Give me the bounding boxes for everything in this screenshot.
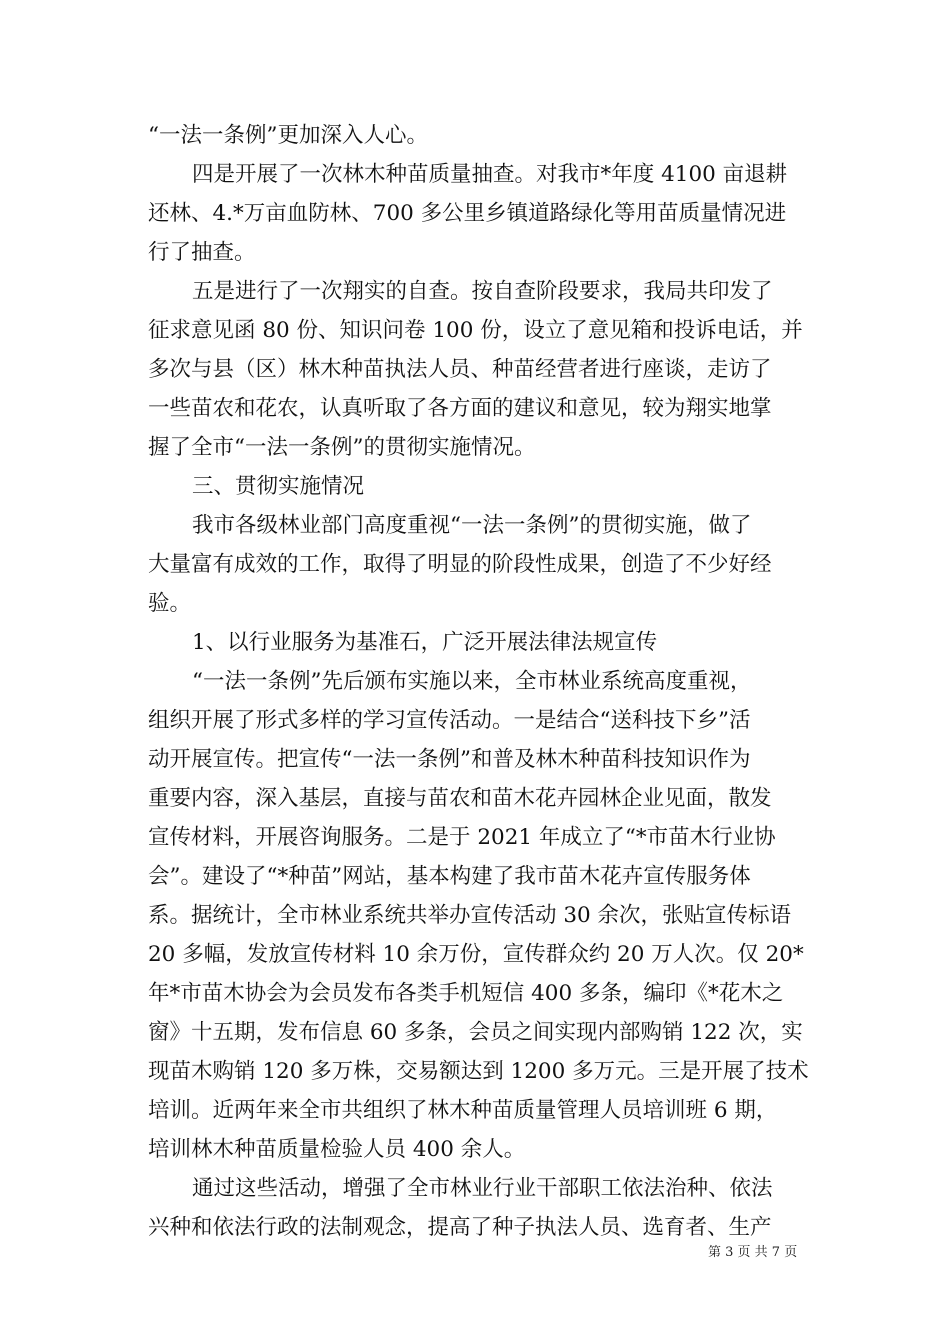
page-number-footer: 第 3 页 共 7 页 (708, 1245, 798, 1260)
text-line: 20 多幅，发放宣传材料 10 余万份，宣传群众约 20 万人次。仅 20* (148, 942, 804, 967)
paragraph-start-line: “一法一条例”先后颁布实施以来，全市林业系统高度重视， (192, 669, 752, 694)
text-line: 动开展宣传。把宣传“一法一条例”和普及林木种苗科技知识作为 (148, 747, 751, 772)
text-line: 窗》十五期，发布信息 60 多条，会员之间实现内部购销 122 次，实 (148, 1020, 803, 1045)
text-line: 行了抽查。 (148, 240, 256, 265)
text-line: 多次与县（区）林木种苗执法人员、种苗经营者进行座谈，走访了 (148, 357, 772, 382)
paragraph-start-line: 通过这些活动，增强了全市林业行业干部职工依法治种、依法 (192, 1176, 773, 1201)
paragraph-start-line: 四是开展了一次林木种苗质量抽查。对我市*年度 4100 亩退耕 (192, 162, 788, 187)
text-line: 培训。近两年来全市共组织了林木种苗质量管理人员培训班 6 期， (148, 1098, 778, 1123)
text-line: 重要内容，深入基层，直接与苗农和苗木花卉园林企业见面，散发 (148, 786, 772, 811)
text-line: 组织开展了形式多样的学习宣传活动。一是结合“送科技下乡”活 (148, 708, 751, 733)
text-line: 宣传材料，开展咨询服务。二是于 2021 年成立了“*市苗木行业协 (148, 825, 776, 850)
text-line: 兴种和依法行政的法制观念，提高了种子执法人员、选育者、生产 (148, 1215, 772, 1240)
subsection-heading: 1、以行业服务为基准石，广泛开展法律法规宣传 (192, 630, 658, 655)
text-line: 验。 (148, 591, 192, 616)
text-line: “一法一条例”更加深入人心。 (148, 123, 428, 148)
text-line: 现苗木购销 120 多万株，交易额达到 1200 多万元。三是开展了技术 (148, 1059, 809, 1084)
section-heading: 三、贯彻实施情况 (192, 474, 365, 499)
text-line: 系。据统计，全市林业系统共举办宣传活动 30 余次，张贴宣传标语 (148, 903, 792, 928)
text-line: 会”。建设了“*种苗”网站，基本构建了我市苗木花卉宣传服务体 (148, 864, 751, 889)
paragraph-start-line: 五是进行了一次翔实的自查。按自查阶段要求，我局共印发了 (192, 279, 773, 304)
paragraph-start-line: 我市各级林业部门高度重视“一法一条例”的贯彻实施，做了 (192, 513, 752, 538)
text-line: 大量富有成效的工作，取得了明显的阶段性成果，创造了不少好经 (148, 552, 772, 577)
text-line: 还林、4.*万亩血防林、700 多公里乡镇道路绿化等用苗质量情况进 (148, 201, 787, 226)
text-line: 一些苗农和花农，认真听取了各方面的建议和意见，较为翔实地掌 (148, 396, 772, 421)
text-line: 征求意见函 80 份、知识问卷 100 份，设立了意见箱和投诉电话，并 (148, 318, 803, 343)
text-line: 年*市苗木协会为会员发布各类手机短信 400 多条，编印《*花木之 (148, 981, 784, 1006)
text-line: 培训林木种苗质量检验人员 400 余人。 (148, 1137, 526, 1162)
text-line: 握了全市“一法一条例”的贯彻实施情况。 (148, 435, 536, 460)
document-body (148, 116, 808, 1247)
